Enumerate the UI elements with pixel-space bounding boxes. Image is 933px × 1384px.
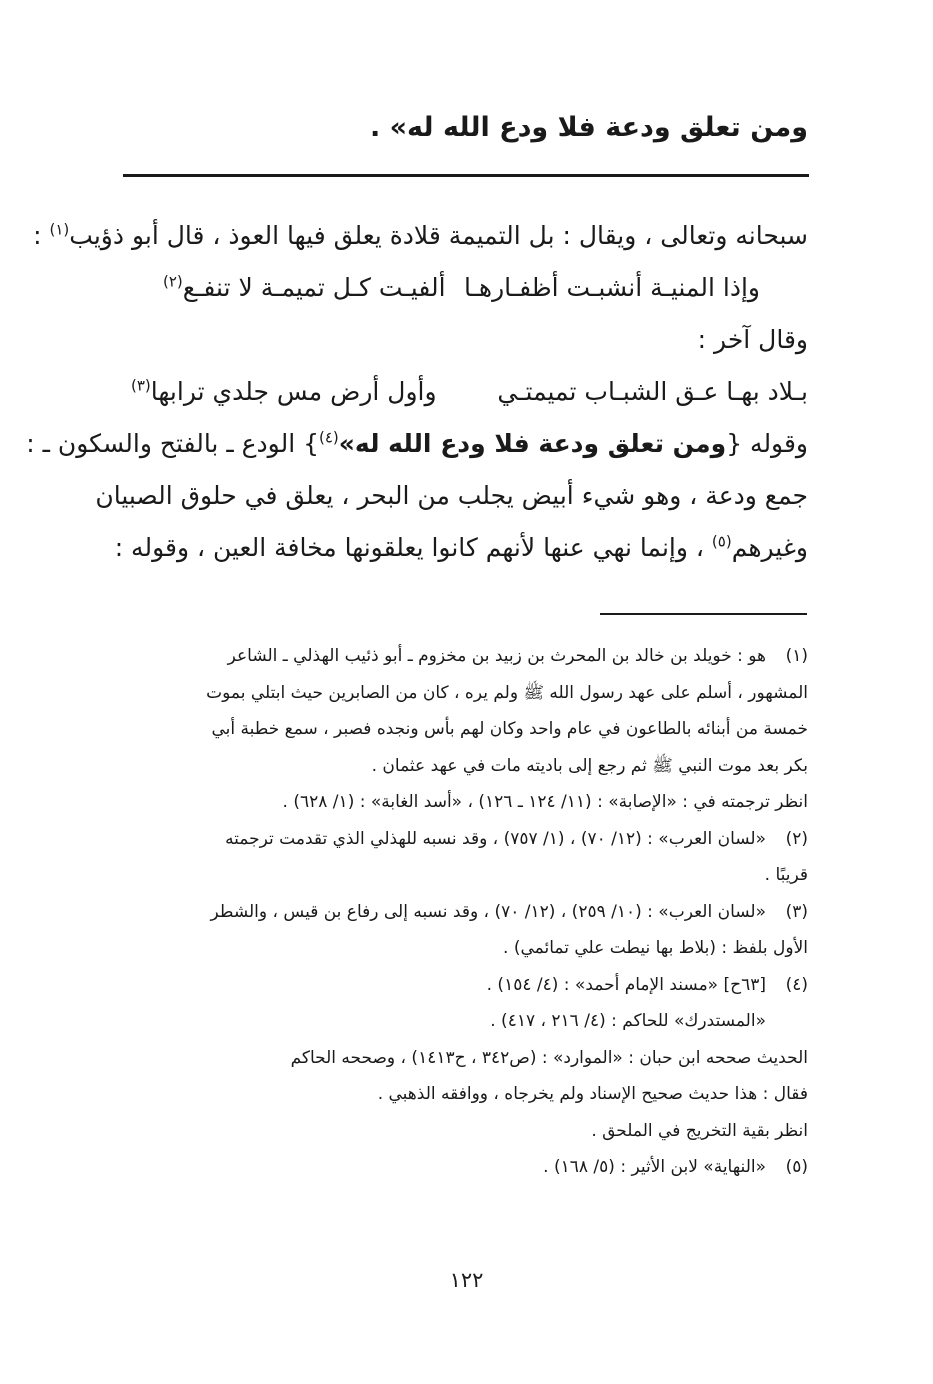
body-line-5-end: } الودع ـ بالفتح والسكون ـ :: [26, 429, 319, 458]
footnote-1-line-4: بكر بعد موت النبي ﷺ ثم رجع إلى باديته مات في عهد عثمان .: [371, 755, 808, 776]
body-line-5-start: وقوله {: [726, 429, 808, 458]
footnote-separator: [600, 613, 807, 615]
footnote-4-line-5: انظر بقية التخريج في الملحق .: [591, 1120, 808, 1141]
footnote-4: [123, 967, 808, 1040]
footnote-5-body: [123, 1149, 766, 1186]
verse-1-second-text: ألفيـت كـل تميمـة لا تنفـع: [182, 273, 446, 302]
footnote-ref-5[interactable]: (٥): [711, 532, 732, 551]
footnote-5-number: (٥): [785, 1157, 808, 1177]
footnote-1: [123, 638, 808, 675]
footnote-4-body: [123, 967, 766, 1040]
footnote-5-line-1: «النهاية» لابن الأثير : (٥/ ١٦٨) .: [543, 1157, 766, 1177]
footnote-2: [123, 821, 808, 858]
footnote-4-line-3: الحديث صححه ابن حبان : «الموارد» : (ص٣٤٢ ، ح١٤١٣) ، وصححه الحاكم: [290, 1047, 808, 1068]
footnote-3-body: [123, 894, 766, 931]
footnote-4-line-2: «المستدرك» للحاكم : (٤/ ٢١٦ ، ٤١٧) .: [490, 1011, 766, 1031]
footnotes: [123, 638, 808, 1186]
footnote-2-line-1: «لسان العرب» : (١٢/ ٧٠) ، (١/ ٧٥٧) ، وقد نسبه للهذلي الذي تقدمت ترجمته: [225, 828, 766, 849]
footnote-3: [123, 894, 808, 931]
body-line-6: جمع ودعة ، وهو شيء أبيض يجلب من البحر ، يعلق في حلوق الصبيان: [95, 481, 808, 510]
verse-1-second-hemistich: [163, 262, 446, 314]
header-rule: [123, 174, 809, 177]
footnote-1-line-1: هو : خويلد بن خالد بن المحرث بن زبيد بن مخزوم ـ أبو ذئيب الهذلي ـ الشاعر: [227, 646, 766, 666]
footnote-3-line-2: الأول بلفظ : (بلاط بها نيطت علي تمائمي) .: [503, 938, 808, 958]
footnote-5: [123, 1149, 808, 1186]
footnote-1-line-3: خمسة من أبنائه بالطاعون في عام واحد وكان لهم بأس ونجده فصبر ، سمع خطبة أبي: [211, 719, 808, 739]
other-poet-line: وقال آخر :: [697, 325, 808, 354]
body-line-7-start: وغيرهم: [731, 533, 808, 562]
footnote-4-line-1: [٦٣ح] «مسند الإمام أحمد» : (٤/ ١٥٤) .: [486, 974, 766, 995]
footnote-3-line-1: «لسان العرب» : (١٠/ ٢٥٩) ، (١٢/ ٧٠) ، وقد نسبه إلى رفاع بن قيس ، والشطر: [210, 901, 766, 922]
footnote-1-line-2: المشهور ، أسلم على عهد رسول الله ﷺ ولم يره ، كان من الصابرين حيث ابتلي بموت: [206, 682, 808, 703]
footnote-ref-1[interactable]: (١): [49, 220, 70, 239]
verse-2-second-text: وأول أرض مس جلدي ترابها: [150, 377, 437, 406]
footnote-2-line-2: قريبًا .: [764, 865, 808, 885]
footnote-ref-3[interactable]: (٣): [131, 376, 151, 395]
verse-2-second-hemistich: [131, 366, 437, 418]
footnote-4-line-4: فقال : هذا حديث صحيح الإسناد ولم يخرجاه ، ووافقه الذهبي .: [377, 1084, 808, 1104]
hadith-quote: ومن تعلق ودعة فلا ودع الله له»: [338, 429, 727, 458]
body-line-7-end: ، وإنما نهي عنها لأنهم كانوا يعلقونها مخافة العين ، وقوله :: [114, 533, 712, 562]
verse-1: [123, 262, 808, 314]
body-line-1-text: سبحانه وتعالى ، ويقال : بل التميمة قلادة يعلق فيها العوذ ، قال أبو ذؤيب: [69, 221, 808, 250]
footnote-4-number: (٤): [785, 974, 808, 995]
footnote-1-body: [123, 638, 766, 675]
footnote-2-number: (٢): [785, 828, 808, 849]
footnote-ref-2[interactable]: (٢): [163, 272, 183, 291]
footnote-3-number: (٣): [785, 901, 808, 922]
footnote-ref-4[interactable]: (٤): [319, 428, 339, 447]
footnote-1-number: (١): [785, 646, 808, 666]
body-line-1-end: :: [33, 221, 50, 250]
body-line-7: [114, 522, 808, 574]
main-text: [26, 210, 808, 574]
verse-2: [123, 366, 808, 418]
footnote-1-line-5: انظر ترجمته في : «الإصابة» : (١١/ ١٢٤ ـ ١٢٦) ، «أسد الغابة» : (١/ ٦٢٨) .: [282, 792, 808, 812]
body-line-1: [33, 210, 808, 262]
running-head: ومن تعلق ودعة فلا ودع الله له» .: [369, 112, 808, 143]
verse-1-first-hemistich: وإذا المنيـة أنشبـت أظفـارهـا: [463, 273, 760, 302]
footnote-2-body: [123, 821, 766, 858]
verse-2-first-hemistich: بـلاد بهـا عـق الشبـاب تميمتـي: [497, 377, 808, 406]
page-number: ١٢٢: [449, 1268, 484, 1292]
body-line-5: [26, 418, 808, 470]
